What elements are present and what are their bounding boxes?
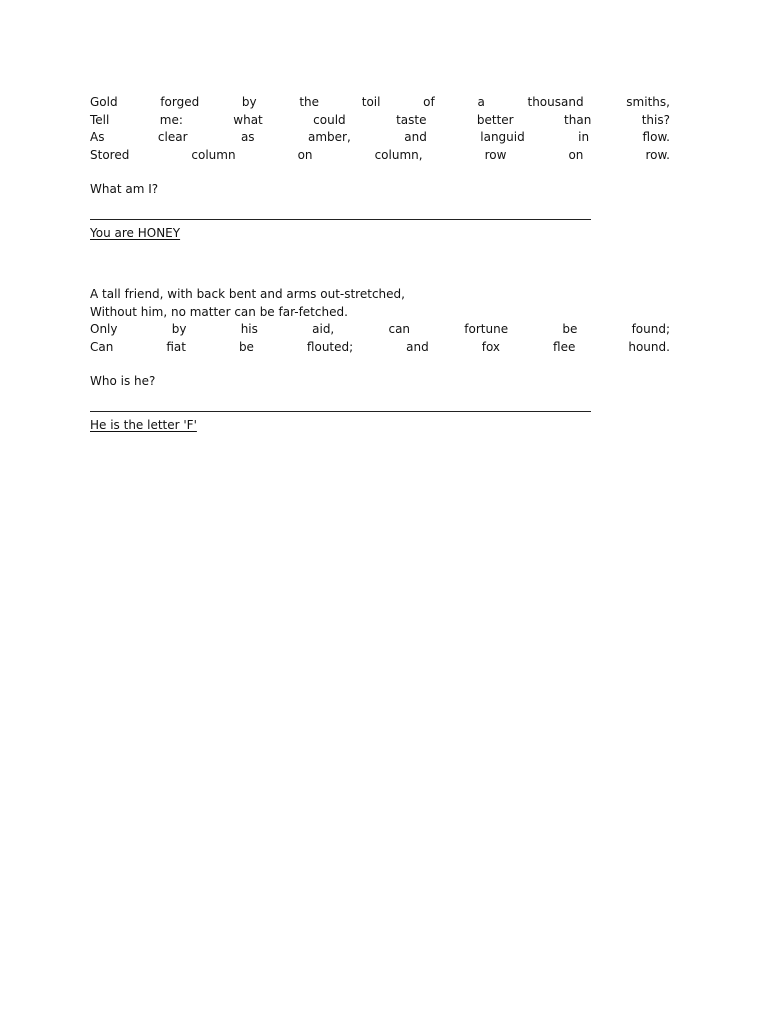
riddle-question: Who is he? bbox=[90, 374, 156, 388]
word: column, bbox=[374, 147, 423, 162]
word: flee bbox=[553, 339, 576, 354]
word: as bbox=[240, 130, 255, 144]
verse-line: A tall friend, with back bent and arms out-stretched, bbox=[90, 287, 405, 301]
word: on bbox=[568, 147, 584, 162]
word: clear bbox=[157, 130, 188, 144]
page-content bbox=[90, 0, 670, 1024]
word: Can bbox=[90, 339, 114, 354]
verse-line bbox=[90, 112, 670, 130]
riddle-answer: He is the letter 'F' bbox=[90, 417, 197, 432]
verse-line bbox=[90, 321, 670, 339]
word: Tell bbox=[90, 112, 110, 127]
verse-line bbox=[90, 94, 670, 112]
word: could bbox=[313, 112, 346, 127]
verse-line bbox=[90, 339, 670, 357]
word: be bbox=[562, 322, 578, 336]
word: fiat bbox=[166, 339, 186, 354]
word: in bbox=[578, 130, 590, 144]
riddle-honey bbox=[90, 94, 670, 242]
word: and bbox=[406, 339, 429, 354]
word: Gold bbox=[90, 95, 118, 109]
word: flow. bbox=[642, 130, 670, 144]
answer-rule bbox=[90, 411, 591, 412]
word: this? bbox=[641, 112, 670, 127]
word: row bbox=[484, 147, 507, 162]
word: by bbox=[241, 95, 257, 109]
verse-line bbox=[90, 147, 670, 165]
spacer bbox=[90, 356, 670, 373]
word: the bbox=[299, 95, 320, 109]
word: what bbox=[233, 112, 263, 127]
word: amber, bbox=[308, 130, 351, 144]
riddle-answer: You are HONEY bbox=[90, 225, 181, 240]
word: be bbox=[238, 339, 254, 354]
word: aid, bbox=[312, 322, 335, 336]
word: me: bbox=[159, 112, 183, 127]
riddle-letter-f bbox=[90, 286, 670, 434]
word: can bbox=[388, 322, 411, 336]
word: better bbox=[476, 112, 514, 127]
verse-line: Without him, no matter can be far-fetched. bbox=[90, 304, 348, 319]
word: languid bbox=[480, 130, 525, 144]
riddle-question: What am I? bbox=[90, 182, 159, 196]
word: fox bbox=[481, 339, 501, 354]
word: Only bbox=[90, 322, 118, 336]
word: column bbox=[191, 147, 236, 162]
word: by bbox=[171, 322, 187, 336]
word: taste bbox=[396, 112, 427, 127]
word: smiths, bbox=[626, 95, 670, 109]
word: found; bbox=[631, 322, 670, 336]
word: fortune bbox=[464, 322, 509, 336]
word: thousand bbox=[527, 95, 584, 109]
word: a bbox=[477, 95, 485, 109]
word: of bbox=[423, 95, 435, 109]
word: row. bbox=[645, 147, 670, 162]
word: flouted; bbox=[306, 339, 354, 354]
word: than bbox=[564, 112, 592, 127]
word: toil bbox=[361, 95, 381, 109]
word: Stored bbox=[90, 147, 130, 162]
answer-rule bbox=[90, 219, 591, 220]
word: forged bbox=[160, 95, 200, 109]
word: hound. bbox=[628, 339, 670, 354]
word: his bbox=[240, 322, 258, 336]
word: As bbox=[90, 130, 105, 144]
verse-line bbox=[90, 129, 670, 147]
word: on bbox=[297, 147, 313, 162]
word: and bbox=[404, 130, 427, 144]
spacer bbox=[90, 164, 670, 181]
